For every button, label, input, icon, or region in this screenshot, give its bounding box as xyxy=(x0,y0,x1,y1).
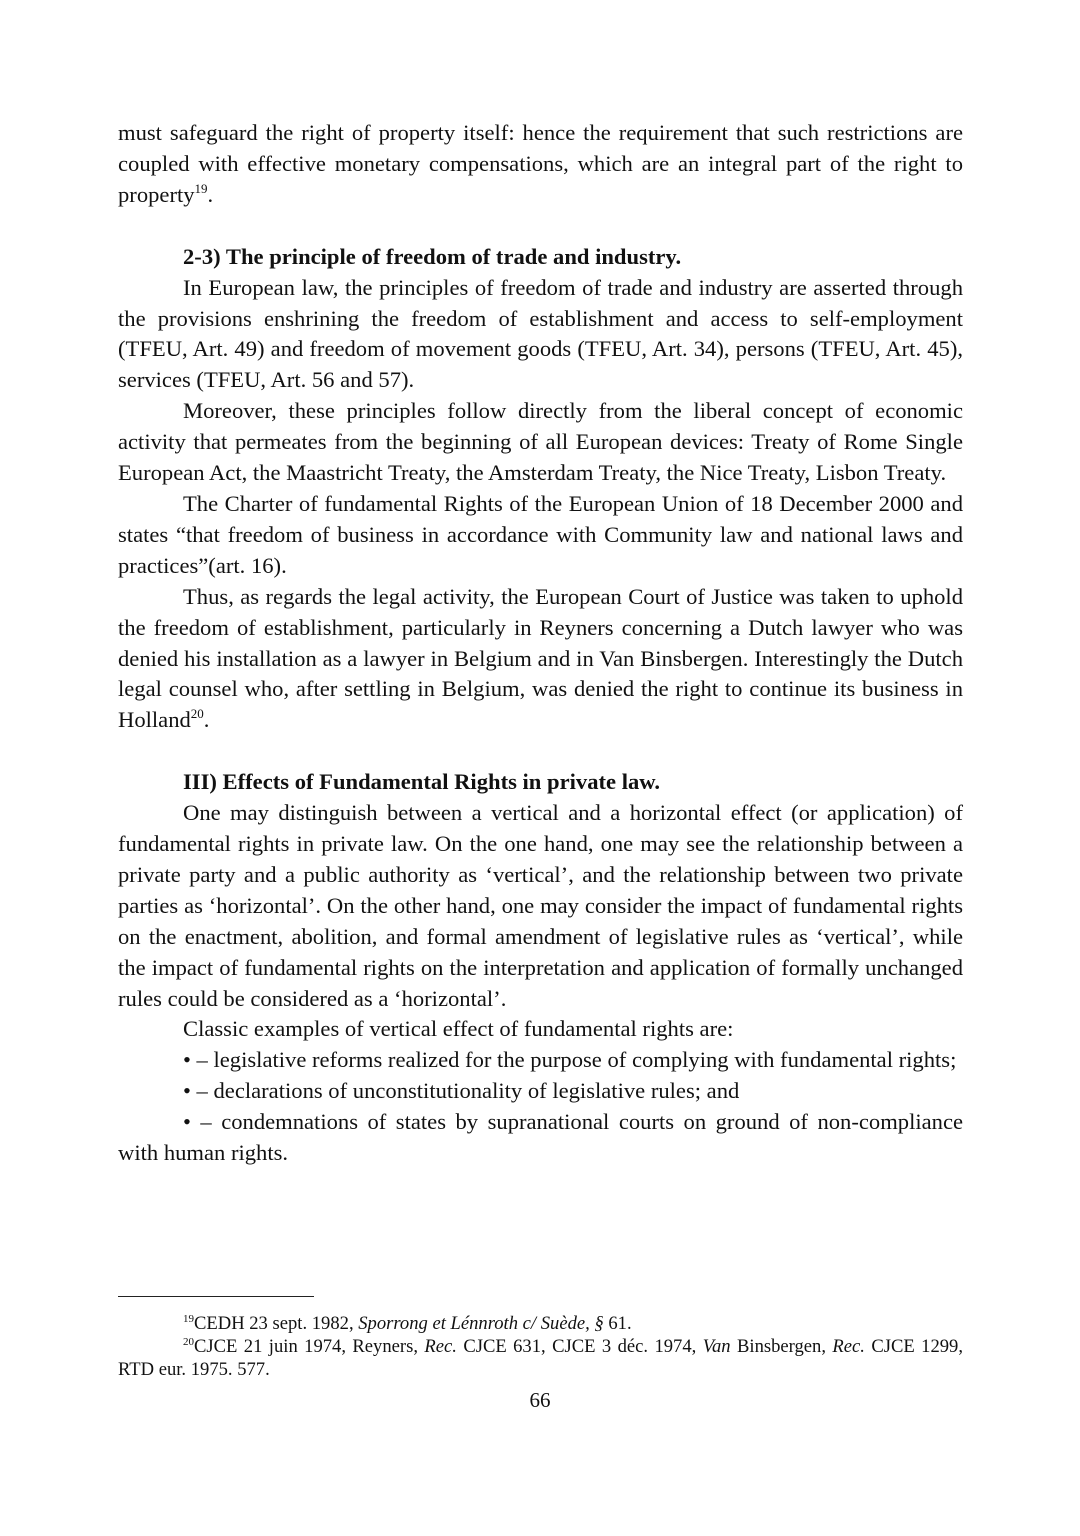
footnote-rec: Rec. xyxy=(832,1336,865,1357)
paragraph-court-of-justice xyxy=(118,582,963,737)
paragraph-property xyxy=(118,118,963,211)
footnote-divider xyxy=(118,1296,314,1297)
footnote-text: CJCE 631, CJCE 3 déc. 1974, xyxy=(456,1336,703,1357)
section-heading-private-law: III) Effects of Fundamental Rights in private law. xyxy=(183,769,660,795)
footnote-text: CJCE 1299, RTD eur. 1975. 577. xyxy=(118,1336,963,1380)
footnote-ref-20[interactable]: 20 xyxy=(190,706,204,722)
footnote-ref-19[interactable]: 19 xyxy=(194,180,208,196)
footnote-text: Binsbergen, xyxy=(730,1336,833,1357)
paragraph-charter: The Charter of fundamental Rights of the European Union of 18 December 2000 and states “that freedom of business in accordance with Community law and national laws and practices”(art. 16). xyxy=(118,490,963,578)
footnote-text: CJCE 21 juin 1974, Reyners, xyxy=(194,1336,425,1357)
paragraph-end: . xyxy=(203,707,210,733)
footnote-19 xyxy=(118,1312,963,1335)
footnote-number: 20 xyxy=(183,1336,194,1348)
page-body xyxy=(118,118,963,1169)
footnote-rec: Rec. xyxy=(424,1336,457,1357)
bullet-item: • – declarations of unconstitutionality of legislative rules; and xyxy=(183,1078,740,1104)
footnotes xyxy=(118,1312,963,1381)
footnote-text: CEDH 23 sept. 1982, xyxy=(194,1313,359,1334)
footnote-van: Van xyxy=(702,1336,731,1357)
footnote-text: 61. xyxy=(603,1313,632,1334)
footnote-number: 19 xyxy=(183,1313,194,1325)
footnote-20 xyxy=(118,1335,963,1381)
paragraph-liberal-concept: Moreover, these principles follow directly from the liberal concept of economic activity that permeates from the beginning of all European devices: Treaty of Rome Single European Act, the Maastricht Treaty, the Amsterdam Treaty, the Nice Treaty, Lisbon Treaty. xyxy=(118,398,963,486)
paragraph-classic-examples: Classic examples of vertical effect of fundamental rights are: xyxy=(183,1016,734,1042)
paragraph-text: Thus, as regards the legal activity, the European Court of Justice was taken to uphold the freedom of establishment, particularly in Reyners concerning a Dutch lawyer who was denied his installation as a lawyer in Belgium and in Van Binsbergen. Interestingly the Dutch legal counsel who, after settling in Belgium, was denied the right to continue its business in Holland xyxy=(118,583,963,733)
footnote-case-name: Sporrong et Lénnroth c/ Suède, § xyxy=(358,1313,604,1334)
paragraph-vertical-horizontal: One may distinguish between a vertical and a horizontal effect (or application) of fundamental rights in private law. On the one hand, one may see the relationship between a private party and a public authority as ‘vertical’, and the relationship between two private parties as ‘horizontal’. On the other hand, one may consider the impact of fundamental rights on the enactment, abolition, and formal amendment of legislative rules as ‘vertical’, while the impact of fundamental rights on the interpretation and application of formally unchanged rules could be considered as a ‘horizontal’. xyxy=(118,800,963,1011)
section-heading-freedom-of-trade: 2-3) The principle of freedom of trade and industry. xyxy=(183,243,682,269)
page-number: 66 xyxy=(529,1388,551,1412)
paragraph-end: . xyxy=(207,181,214,207)
bullet-item: • – condemnations of states by supranational courts on ground of non-compliance with human rights. xyxy=(118,1109,963,1166)
paragraph-european-law: In European law, the principles of freedom of trade and industry are asserted through the provisions enshrining the freedom of establishment and access to self-employment (TFEU, Art. 49) and freedom of movement goods (TFEU, Art. 34), persons (TFEU, Art. 45), services (TFEU, Art. 56 and 57). xyxy=(118,274,963,393)
bullet-item: • – legislative reforms realized for the purpose of complying with fundamental rights; xyxy=(183,1047,957,1073)
paragraph-text: must safeguard the right of property itself: hence the requirement that such restrictions are coupled with effective monetary compensations, which are an integral part of the right to property xyxy=(118,120,963,207)
